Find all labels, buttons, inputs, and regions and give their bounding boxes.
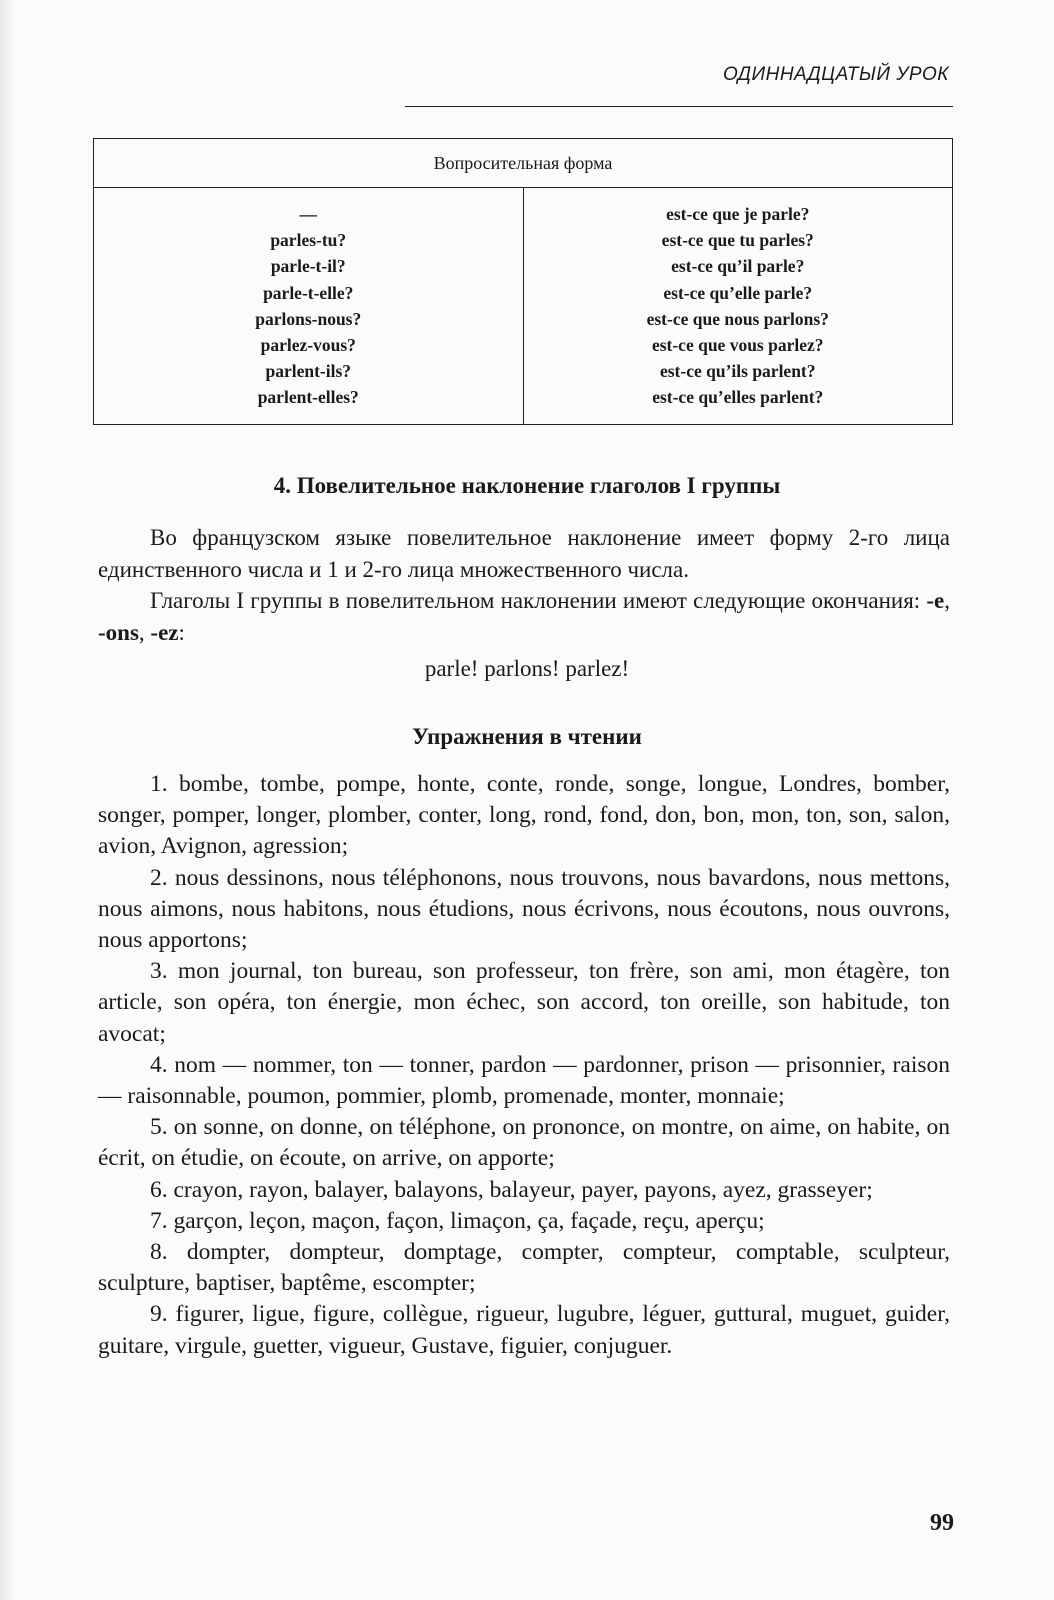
table-column-est-ce-que: [524, 188, 953, 424]
table-cell: est-ce qu’elles parlent?: [652, 387, 824, 408]
table-caption: Вопросительная форма: [94, 139, 952, 188]
ending-e: -e: [926, 588, 945, 613]
section-title: 4. Повелительное наклонение глаголов I группы: [273, 473, 781, 498]
running-header: ОДИННАДЦАТЫЙ УРОК: [723, 64, 949, 85]
ending-ons: -ons: [98, 619, 139, 645]
exercise-item: 4. nom — nommer, ton — tonner, pardon — pardonner, prison — prisonnier, raison — raisonnable, poumon, pommier, plomb, promenade, monter, monnaie;: [98, 1051, 950, 1110]
table-column-inversion: [94, 188, 524, 424]
table-cell: —: [299, 204, 317, 224]
exercise-item: 9. figurer, ligue, figure, collègue, rigueur, lugubre, léguer, guttural, muguet, guider, guitare, virgule, guetter, vigueur, Gustave, figuier, conjuguer.: [98, 1301, 950, 1359]
paragraph: Во французском языке повелительное наклонение имеет форму 2-го лица единственного числа и 1 и 2-го лица множественного числа.: [98, 525, 950, 582]
exercise-item: 2. nous dessinons, nous téléphonons, nous trouvons, nous bavardons, nous mettons, nous aimons, nous habitons, nous étudions, nous écrivons, nous écoutons, nous ouvrons, nous apportons;: [98, 864, 950, 954]
table-cell: parlent-ils?: [265, 361, 352, 382]
exercise-list: [98, 769, 950, 1362]
table-cell: parle-t-il?: [270, 256, 346, 277]
exercise-item: 6. crayon, rayon, balayer, balayons, balayeur, payer, payons, ayez, grasseyer;: [150, 1176, 873, 1203]
scan-edge-shadow: [0, 0, 16, 1600]
exercise-item: 3. mon journal, ton bureau, son professeur, ton frère, son ami, mon étagère, ton article, son opéra, ton énergie, mon échec, son accord, ton oreille, son habitude, ton avocat;: [98, 958, 950, 1047]
table-cell: parles-tu?: [270, 230, 347, 251]
table-cell: est-ce que tu parles?: [661, 230, 814, 251]
section-body: [98, 522, 950, 585]
imperative-examples: parle! parlons! parlez!: [424, 656, 630, 681]
table-cell: est-ce que nous parlons?: [646, 308, 829, 329]
conjugation-table: [93, 138, 953, 425]
table-body: [94, 188, 952, 424]
colon: :: [178, 619, 185, 645]
exercise-item: 7. garçon, leçon, maçon, façon, limaçon, ça, façade, reçu, aperçu;: [150, 1207, 765, 1234]
table-cell: parlez-vous?: [260, 335, 356, 356]
paragraph-text: Глаголы I группы в повелительном наклонении имеют следующие окончания:: [150, 588, 927, 613]
table-cell: est-ce que je parle?: [666, 204, 810, 224]
exercise-item: 1. bombe, tombe, pompe, honte, conte, ronde, songe, longue, Londres, bomber, songer, pomper, longer, plomber, conter, long, rond, fond, don, bon, mon, ton, son, salon, avion, Avignon, agression;: [98, 771, 950, 860]
exercise-item: 8. dompter, dompteur, domptage, compter, compteur, comptable, sculpteur, sculpture, baptiser, baptême, escompter;: [98, 1239, 950, 1297]
table-cell: parlons-nous?: [255, 308, 362, 329]
table-cell: est-ce qu’elle parle?: [663, 282, 813, 303]
table-cell: est-ce que vous parlez?: [651, 335, 824, 356]
page-number: 99: [930, 1510, 954, 1536]
ending-ez: -ez: [150, 619, 179, 645]
exercise-item: 5. on sonne, on donne, on téléphone, on prononce, on montre, on aime, on habite, on écrit, on étudie, on écoute, on arrive, on apporte;: [98, 1114, 950, 1172]
table-cell: est-ce qu’il parle?: [671, 256, 805, 277]
table-cell: est-ce qu’ils parlent?: [659, 361, 816, 382]
table-cell: parle-t-elle?: [263, 282, 354, 303]
separator: ,: [944, 588, 950, 613]
section-body-endings: [98, 585, 950, 648]
header-rule: [405, 106, 953, 107]
separator: ,: [138, 619, 151, 645]
paragraph: [98, 585, 950, 648]
exercises-title: Упражнения в чтении: [412, 724, 642, 749]
table-cell: parlent-elles?: [257, 387, 359, 408]
